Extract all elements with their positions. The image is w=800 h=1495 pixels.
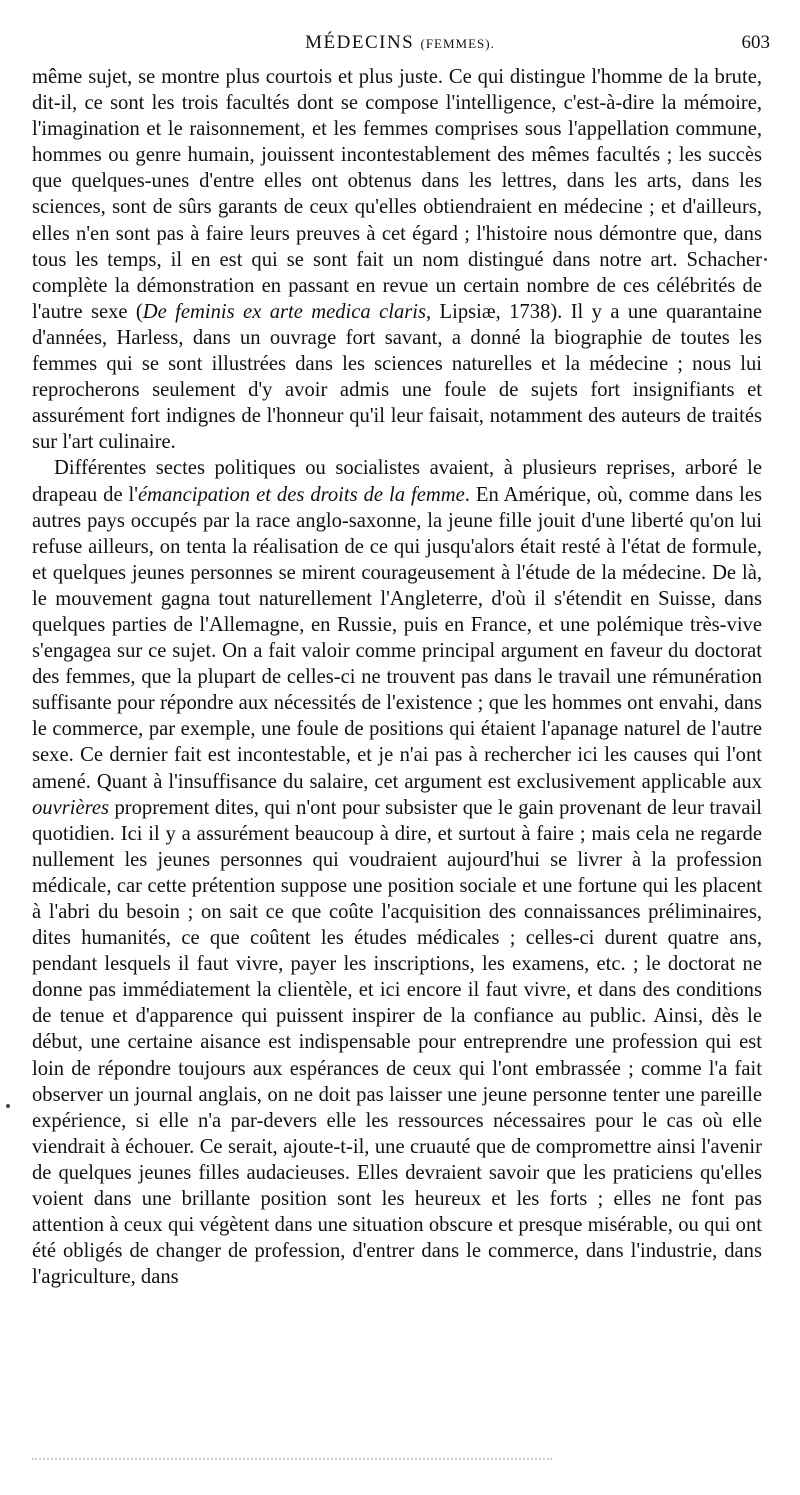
running-head	[30, 30, 770, 60]
paragraph-2-italic-word: ouvrières	[32, 796, 110, 819]
paragraph-2-text-a: Différentes sectes politiques ou socialistes avaient, à plusieurs reprises, arboré le drapeau de l'	[32, 457, 762, 506]
paragraph-1-italic-title: De feminis ex arte medica claris	[142, 300, 427, 323]
paragraph-2-text-b: . En Amérique, où, comme dans les autres pays occupés par la race anglo-saxonne, la jeune fille jouit d'une liberté qu'on lui refuse ailleurs, on tenta la réalisation de ce qui jusqu'alors était resté à l'état de formule, et quelques jeunes personnes se mirent courageusement à l'étude de la médecine. De là, le mouvement gagna tout naturellement l'Angleterre, d'où il s'étendit en Suisse, dans quelques parties de l'Allemagne, en Russie, puis en France, et une polémique très-vive s'engagea sur ce sujet. On a fait valoir comme principal argument en faveur du doctorat des femmes, que la plupart de celles-ci ne trouvent pas dans le travail une rémunération suffisante pour répondre aux nécessités de l'existence ; que les hommes ont envahi, dans le commerce, par exemple, une foule de positions qui étaient l'apanage naturel de l'autre sexe. Ce dernier fait est incontestable, et je n'ai pas à rechercher ici les causes qui l'ont amené. Quant à l'insuffisance du salaire, cet argument est exclusivement applicable aux	[32, 483, 762, 793]
paragraph-2	[32, 455, 762, 1290]
paragraph-1-text-a: même sujet, se montre plus courtois et plus juste. Ce qui distingue l'homme de la brute, dit-il, ce sont les trois facultés dont se compose l'intelligence, c'est-à-dire la mémoire, l'imagination et le raisonnement, et les femmes comprises sous l'appellation commune, hommes ou genre humain, jouissent incontestablement des mêmes facultés ; les succès que quelques-unes d'entre elles ont obtenus dans les lettres, dans les arts, dans les sciences, sont de sûrs garants de ceux qu'elles obtiendraient en médecine ; et d'ailleurs, elles n'en sont pas à faire leurs preuves à cet égard ; l'histoire nous démontre que, dans tous les temps, il en est qui se sont fait un nom distingué dans notre art. Schacher complète la démonstration en passant en revue un certain nombre de ces célébrités de l'autre sexe (	[32, 66, 762, 323]
ink-speck	[6, 1104, 10, 1108]
paragraph-2-text-c: proprement dites, qui n'ont pour subsister que le gain provenant de leur travail quotidien. Ici il y a assurément beaucoup à dire, et surtout à faire ; mais cela ne regarde nullement les jeunes personnes qui voudraient aujourd'hui se livrer à la profession médicale, car cette prétention suppose une position sociale et une fortune qui les placent à l'abri du besoin ; on sait ce que coûte l'acquisition des connaissances préliminaires, dites humanités, ce que coûtent les études médicales ; celles-ci durent quatre ans, pendant lesquels il faut vivre, payer les inscriptions, les examens, etc. ; le doctorat ne donne pas immédiatement la clientèle, et ici encore il faut vivre, et dans des conditions de tenue et d'apparence qui puissent inspirer de la confiance au public. Ainsi, dès le début, une certaine aisance est indispensable pour entreprendre une profession qui est loin de répondre toujours aux espérances de ceux qui l'ont embrassée ; comme l'a fait observer un journal anglais, on ne doit pas laisser une jeune personne tenter une pareille expérience, si elle n'a par-devers elle les ressources nécessaires pour le cas où elle viendrait à échouer. Ce serait, ajoute-t-il, une cruauté que de compromettre ainsi l'avenir de quelques jeunes filles audacieuses. Elles devraient savoir que les praticiens qu'elles voient dans une brillante position sont les heureux et les forts ; elles ne font pas attention à ceux qui végètent dans une situation obscure et presque misérable, ou qui ont été obligés de changer de profession, d'entrer dans le commerce, dans l'industrie, dans l'agriculture, dans	[32, 796, 762, 1289]
paragraph-2-italic-phrase: émancipation et des droits de la femme	[138, 483, 465, 506]
ink-speck	[764, 258, 767, 261]
running-title	[30, 32, 770, 54]
body-text	[32, 64, 762, 1290]
running-title-main: MÉDECINS	[305, 32, 415, 53]
running-title-sub: (FEMMES).	[420, 36, 495, 51]
paragraph-1-text-b: , Lipsiæ, 1738). Il y a une quarantaine d'années, Harless, dans un ouvrage fort savant, a donné la biographie de toutes les femmes qui se sont illustrées dans les sciences naturelles et la médecine ; nous lui reprocherons seulement d'y avoir admis une foule de sujets fort insignifiants et assurément fort indignes de l'honneur qu'il leur faisait, notamment des auteurs de traités sur l'art culinaire.	[32, 300, 763, 454]
bleed-through-rule	[32, 1458, 552, 1460]
paragraph-1	[32, 64, 762, 455]
page-number: 603	[741, 32, 770, 53]
